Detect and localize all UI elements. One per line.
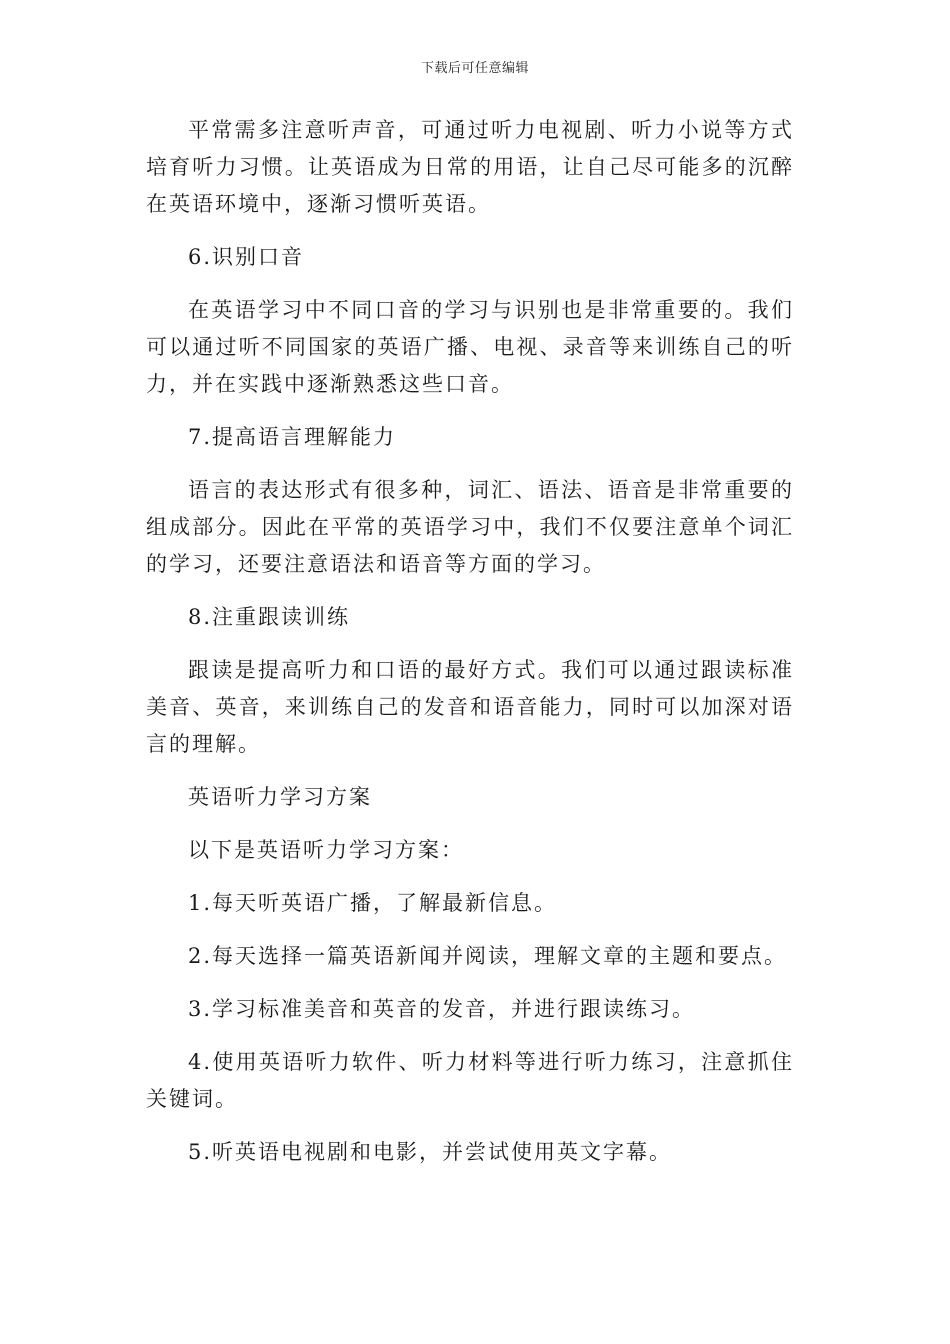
paragraph-listening-habit: 平常需多注意听声音，可通过听力电视剧、听力小说等方式培育听力习惯。让英语成为日常的用语，让自己尽可能多的沉醉在英语环境中，逐渐习惯听英语。 bbox=[146, 118, 794, 216]
section-heading-accent: 6.识别口音 bbox=[188, 245, 305, 269]
plan-item-5: 5.听英语电视剧和电影，并尝试使用英文字幕。 bbox=[188, 1140, 673, 1164]
paragraph-shadowing: 跟读是提高听力和口语的最好方式。我们可以通过跟读标准美音、英音，来训练自己的发音和语音能力，同时可以加深对语言的理解。 bbox=[146, 658, 794, 756]
plan-item-4: 4.使用英语听力软件、听力材料等进行听力练习，注意抓住关键词。 bbox=[146, 1050, 794, 1111]
paragraph-plan-intro: 以下是英语听力学习方案： bbox=[188, 838, 464, 862]
plan-item-2: 2.每天选择一篇英语新闻并阅读，理解文章的主题和要点。 bbox=[188, 944, 788, 968]
section-heading-plan: 英语听力学习方案 bbox=[188, 785, 372, 809]
document-body bbox=[146, 112, 794, 1187]
plan-item-3: 3.学习标准美音和英音的发音，并进行跟读练习。 bbox=[188, 997, 696, 1021]
paragraph-comprehension: 语言的表达形式有很多种，词汇、语法、语音是非常重要的组成部分。因此在平常的英语学习中，我们不仅要注意单个词汇的学习，还要注意语法和语音等方面的学习。 bbox=[146, 478, 794, 576]
plan-item-1: 1.每天听英语广播，了解最新信息。 bbox=[188, 891, 558, 915]
section-heading-comprehension: 7.提高语言理解能力 bbox=[188, 425, 397, 449]
paragraph-accent: 在英语学习中不同口音的学习与识别也是非常重要的。我们可以通过听不同国家的英语广播、电视、录音等来训练自己的听力，并在实践中逐渐熟悉这些口音。 bbox=[146, 298, 794, 396]
section-heading-shadowing: 8.注重跟读训练 bbox=[188, 605, 351, 629]
page-header: 下载后可任意编辑 bbox=[420, 61, 529, 76]
